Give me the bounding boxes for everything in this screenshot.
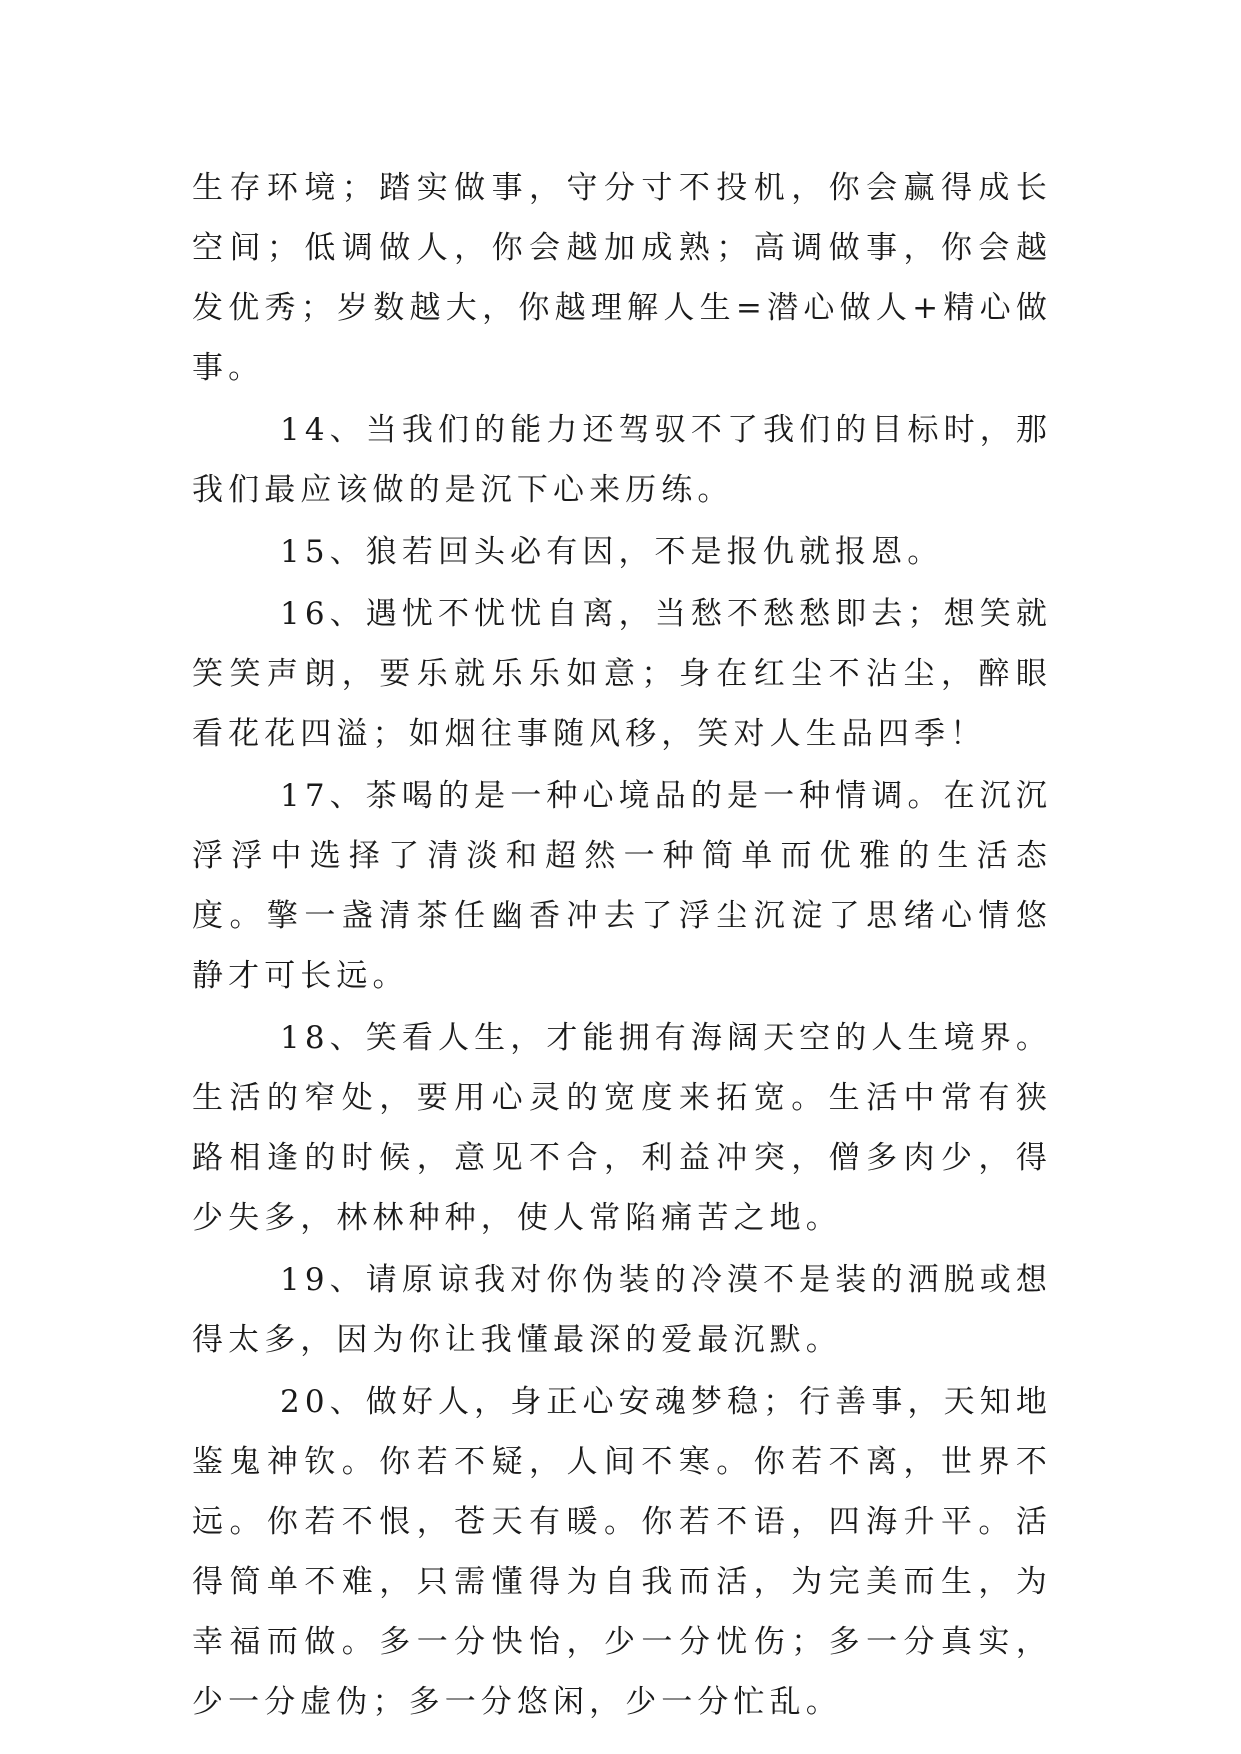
paragraph-item-18: 18、笑看人生，才能拥有海阔天空的人生境界。生活的窄处，要用心灵的宽度来拓宽。生活中常有狭路相逢的时候，意见不合，利益冲突，僧多肉少，得少失多，林林种种，使人常陷痛苦之地。 <box>192 1020 1052 1236</box>
paragraph-item-14: 14、当我们的能力还驾驭不了我们的目标时，那我们最应该做的是沉下心来历练。 <box>192 412 1052 508</box>
paragraph-item-15: 15、狼若回头必有因，不是报仇就报恩。 <box>280 534 944 570</box>
paragraph-item-17: 17、茶喝的是一种心境品的是一种情调。在沉沉浮浮中选择了清淡和超然一种简单而优雅的生活态度。擎一盏清茶任幽香冲去了浮尘沉淀了思绪心情悠静才可长远。 <box>192 778 1052 994</box>
paragraph-item-16: 16、遇忧不忧忧自离，当愁不愁愁即去；想笑就笑笑声朗，要乐就乐乐如意；身在红尘不沾尘，醉眼看花花四溢；如烟往事随风移，笑对人生品四季！ <box>192 596 1052 752</box>
paragraph-item-20: 20、做好人，身正心安魂梦稳；行善事，天知地鉴鬼神钦。你若不疑，人间不寒。你若不离，世界不远。你若不恨，苍天有暖。你若不语，四海升平。活得简单不难，只需懂得为自我而活，为完美而生，为幸福而做。多一分快怡，少一分忧伤；多一分真实，少一分虚伪；多一分悠闲，少一分忙乱。 <box>192 1384 1052 1720</box>
paragraph-item-19: 19、请原谅我对你伪装的冷漠不是装的洒脱或想得太多，因为你让我懂最深的爱最沉默。 <box>192 1262 1052 1358</box>
paragraph-continuation: 生存环境；踏实做事，守分寸不投机，你会赢得成长空间；低调做人，你会越加成熟；高调做事，你会越发优秀；岁数越大，你越理解人生=潜心做人+精心做事。 <box>192 170 1052 386</box>
document-page <box>192 158 1052 1732</box>
